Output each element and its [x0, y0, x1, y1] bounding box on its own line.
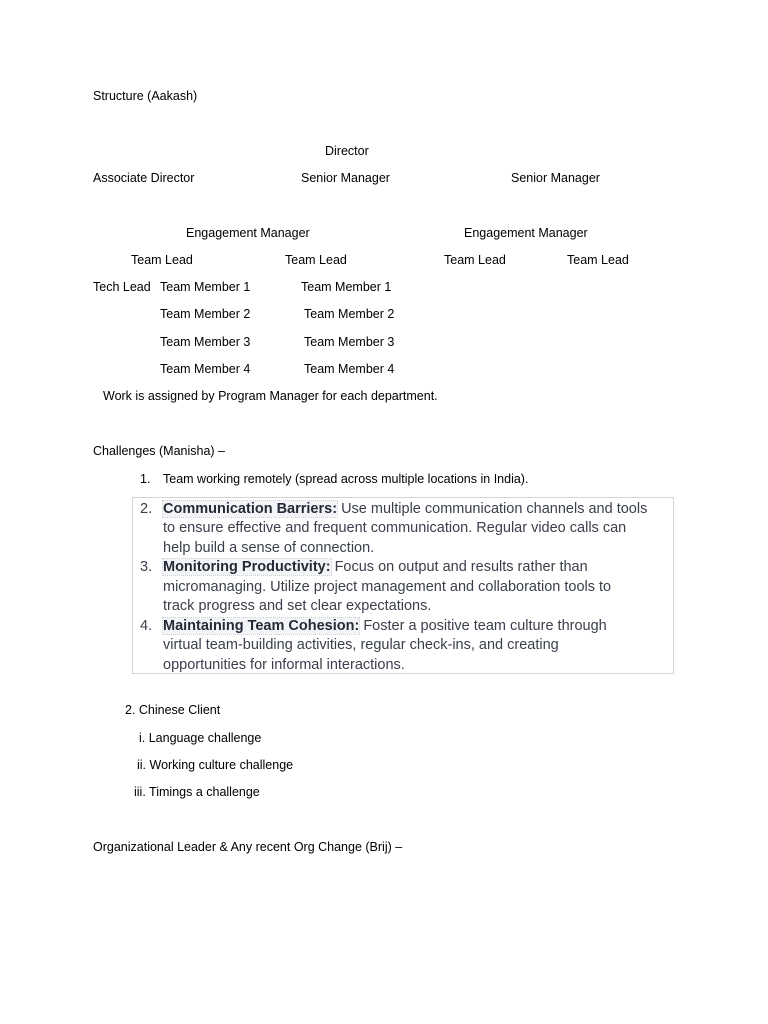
- associate-director-label: Associate Director: [93, 171, 195, 185]
- team-member-label: Team Member 3: [304, 335, 395, 349]
- team-lead-label: Team Lead: [567, 253, 629, 267]
- item-text: Use multiple communication channels and tools: [337, 501, 648, 517]
- challenges-heading: Challenges (Manisha) –: [93, 444, 226, 458]
- sub-item-working-culture: ii. Working culture challenge: [137, 758, 294, 772]
- team-lead-label: Team Lead: [131, 253, 193, 267]
- director-label: Director: [325, 144, 369, 158]
- team-lead-label: Team Lead: [444, 253, 506, 267]
- team-member-label: Team Member 4: [160, 362, 251, 376]
- tech-lead-label: Tech Lead: [93, 280, 151, 294]
- list-number: 4.: [140, 618, 153, 634]
- list-item-team-cohesion: [163, 617, 607, 637]
- item-text: micromanaging. Utilize project management and collaboration tools to: [163, 579, 612, 595]
- team-member-label: Team Member 1: [160, 280, 251, 294]
- item-title: Monitoring Productivity:: [163, 559, 331, 575]
- team-member-label: Team Member 2: [160, 307, 251, 321]
- item-text: Focus on output and results rather than: [330, 559, 588, 575]
- item-text: help build a sense of connection.: [163, 540, 375, 556]
- senior-manager-label: Senior Manager: [511, 171, 600, 185]
- senior-manager-label: Senior Manager: [301, 171, 390, 185]
- item-text: track progress and set clear expectations.: [163, 598, 432, 614]
- team-lead-label: Team Lead: [285, 253, 347, 267]
- org-leader-heading: Organizational Leader & Any recent Org Change (Brij) –: [93, 840, 403, 854]
- team-member-label: Team Member 3: [160, 335, 251, 349]
- list-item-monitoring-productivity: [163, 558, 588, 578]
- team-member-label: Team Member 1: [301, 280, 392, 294]
- pasted-suggestions-box: [132, 497, 674, 674]
- item-title: Communication Barriers:: [163, 501, 338, 517]
- engagement-manager-label: Engagement Manager: [464, 226, 588, 240]
- item-text: virtual team-building activities, regular check-ins, and creating: [163, 637, 559, 653]
- list-item-remote-team: Team working remotely (spread across multiple locations in India).: [163, 472, 529, 486]
- sub-item-language: i. Language challenge: [139, 731, 262, 745]
- list-number: 1.: [140, 472, 151, 486]
- sub-item-timings: iii. Timings a challenge: [134, 785, 260, 799]
- structure-heading: Structure (Aakash): [93, 89, 198, 103]
- item-text: Foster a positive team culture through: [359, 618, 607, 634]
- work-assignment-note: Work is assigned by Program Manager for each department.: [103, 389, 438, 403]
- item-text: to ensure effective and frequent communication. Regular video calls can: [163, 520, 627, 536]
- list-item-communication-barriers: [163, 500, 647, 520]
- chinese-client-item: 2. Chinese Client: [125, 703, 221, 717]
- list-number: 3.: [140, 559, 153, 575]
- engagement-manager-label: Engagement Manager: [186, 226, 310, 240]
- list-number: 2.: [140, 501, 153, 517]
- team-member-label: Team Member 2: [304, 307, 395, 321]
- item-text: opportunities for informal interactions.: [163, 657, 405, 673]
- team-member-label: Team Member 4: [304, 362, 395, 376]
- item-title: Maintaining Team Cohesion:: [163, 618, 360, 634]
